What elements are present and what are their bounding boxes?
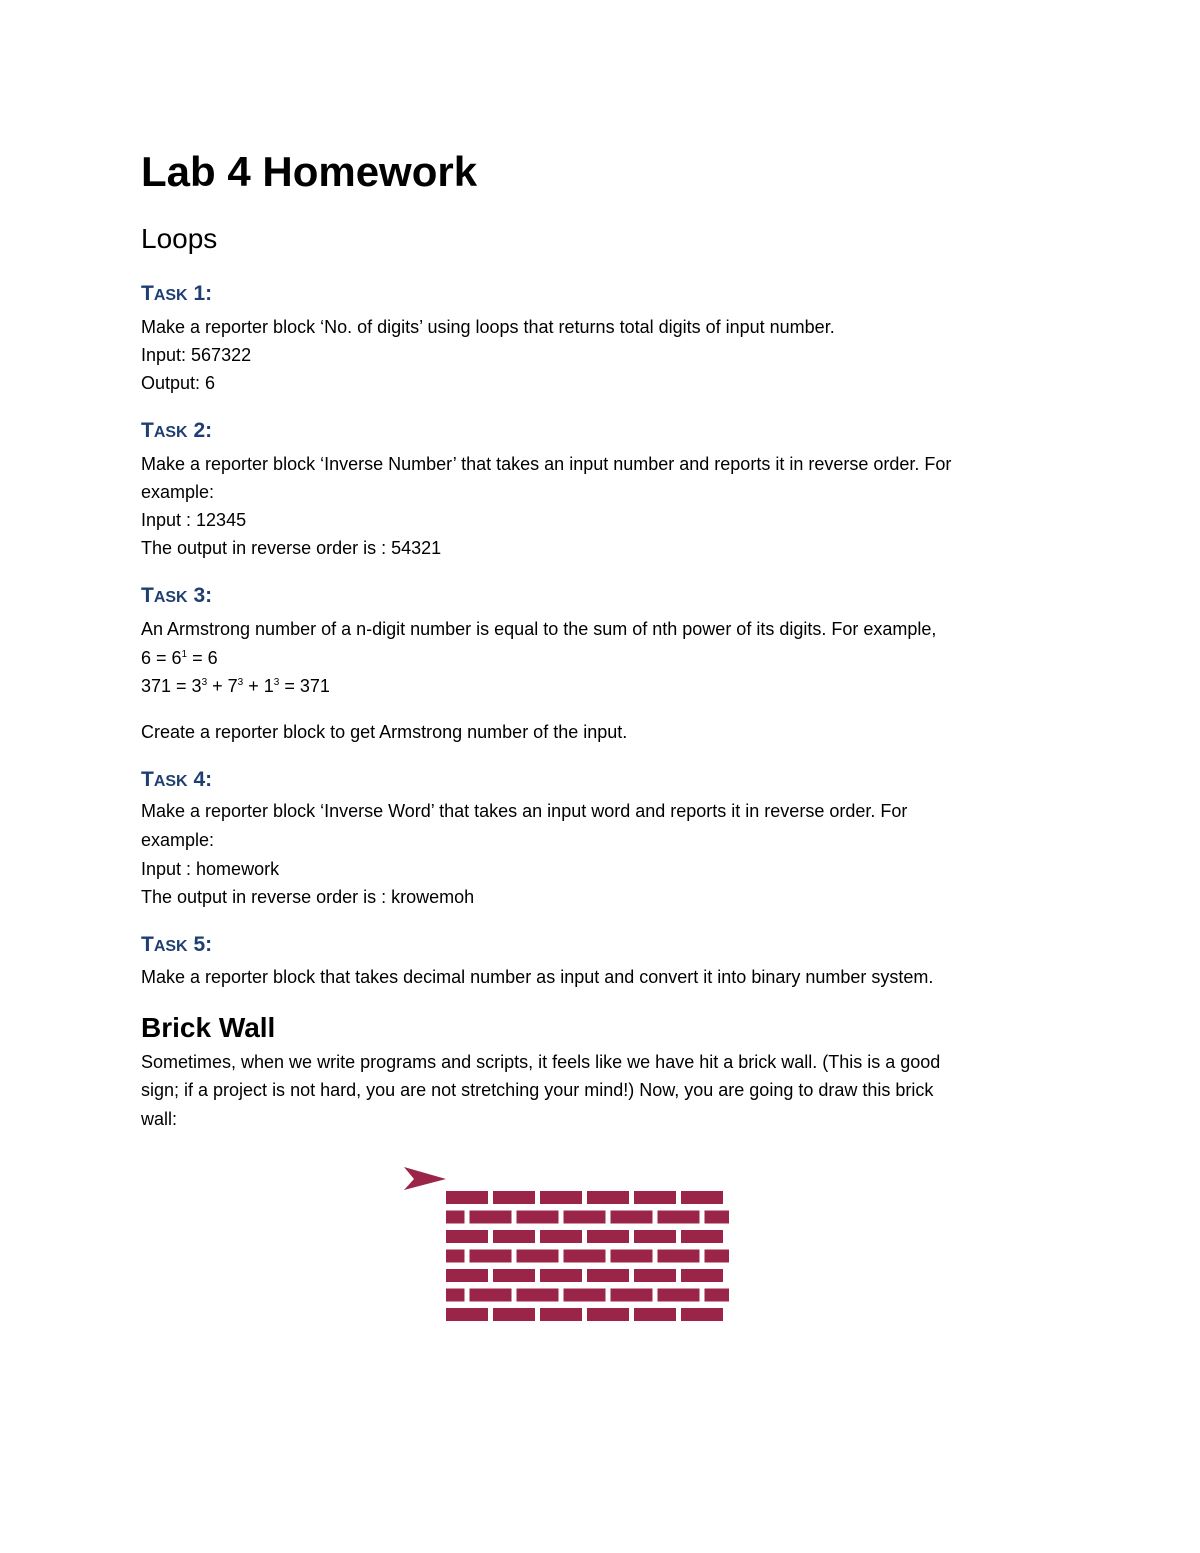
sprite-arrow-icon bbox=[404, 1167, 446, 1190]
brick bbox=[705, 1211, 730, 1224]
task-4-input: Input : homework bbox=[141, 859, 280, 879]
task-2-text-cont: example: bbox=[141, 482, 215, 502]
section-loops-heading: Loops bbox=[141, 223, 218, 254]
brick bbox=[517, 1289, 559, 1302]
section-brick-wall-heading: Brick Wall bbox=[141, 1012, 276, 1043]
brick bbox=[446, 1230, 488, 1243]
brick bbox=[446, 1211, 465, 1224]
page-title: Lab 4 Homework bbox=[141, 148, 478, 195]
task-3-closing: Create a reporter block to get Armstrong number of the input. bbox=[141, 722, 628, 742]
brick bbox=[517, 1211, 559, 1224]
task-1-text: Make a reporter block ‘No. of digits’ using loops that returns total digits of input number. bbox=[141, 317, 835, 337]
brick bbox=[470, 1289, 512, 1302]
brick bbox=[705, 1289, 730, 1302]
brick bbox=[681, 1269, 723, 1282]
brick bbox=[634, 1308, 676, 1321]
brick bbox=[540, 1191, 582, 1204]
brick bbox=[587, 1230, 629, 1243]
brick bbox=[446, 1191, 488, 1204]
brick bbox=[470, 1250, 512, 1263]
task-4-text-cont: example: bbox=[141, 830, 215, 850]
brick bbox=[634, 1269, 676, 1282]
brick bbox=[564, 1289, 606, 1302]
task-1-input: Input: 567322 bbox=[141, 345, 252, 365]
brick bbox=[634, 1191, 676, 1204]
brick bbox=[446, 1308, 488, 1321]
brick bbox=[587, 1269, 629, 1282]
brick bbox=[517, 1250, 559, 1263]
brick bbox=[611, 1211, 653, 1224]
task-4-heading: TASK 4: bbox=[141, 768, 213, 791]
brick bbox=[493, 1269, 535, 1282]
brick bbox=[658, 1211, 700, 1224]
brick bbox=[634, 1230, 676, 1243]
brick-wall-text-2: sign; if a project is not hard, you are not stretching your mind!) Now, you are going to draw this brick bbox=[141, 1080, 934, 1100]
brick bbox=[587, 1191, 629, 1204]
brick bbox=[611, 1250, 653, 1263]
brick bbox=[540, 1269, 582, 1282]
task-3-formula-1: $6 = 6^1 = 6$ bbox=[141, 648, 218, 668]
brick bbox=[681, 1230, 723, 1243]
task-2-text: Make a reporter block ‘Inverse Number’ that takes an input number and reports it in reverse order. For bbox=[141, 454, 952, 474]
task-2-output: The output in reverse order is : 54321 bbox=[141, 538, 442, 558]
brick-wall-text-3: wall: bbox=[141, 1109, 178, 1129]
brick bbox=[493, 1308, 535, 1321]
task-1-output: Output: 6 bbox=[141, 373, 216, 393]
brick bbox=[470, 1211, 512, 1224]
brick-wall-text-1: Sometimes, when we write programs and scripts, it feels like we have hit a brick wall. (This is a good bbox=[141, 1052, 941, 1072]
brick bbox=[446, 1289, 465, 1302]
task-1-heading: TASK 1: bbox=[141, 282, 213, 305]
task-2-heading: TASK 2: bbox=[141, 419, 213, 442]
brick bbox=[446, 1269, 488, 1282]
brick bbox=[587, 1308, 629, 1321]
brick bbox=[446, 1250, 465, 1263]
brick bbox=[658, 1250, 700, 1263]
brick bbox=[493, 1230, 535, 1243]
brick bbox=[540, 1230, 582, 1243]
brick bbox=[681, 1191, 723, 1204]
brick bbox=[681, 1308, 723, 1321]
brick-wall bbox=[446, 1191, 729, 1321]
task-2-input: Input : 12345 bbox=[141, 510, 247, 530]
task-3-heading: TASK 3: bbox=[141, 584, 213, 607]
brick bbox=[658, 1289, 700, 1302]
task-5-text: Make a reporter block that takes decimal number as input and convert it into binary number system. bbox=[141, 967, 934, 987]
task-3-text: An Armstrong number of a n-digit number is equal to the sum of nth power of its digits. For example, bbox=[141, 619, 937, 639]
task-4-output: The output in reverse order is : krowemoh bbox=[141, 887, 475, 907]
task-4-text: Make a reporter block ‘Inverse Word’ that takes an input word and reports it in reverse order. For bbox=[141, 801, 908, 821]
brick bbox=[540, 1308, 582, 1321]
brick bbox=[611, 1289, 653, 1302]
brick bbox=[493, 1191, 535, 1204]
task-5-heading: TASK 5: bbox=[141, 933, 213, 956]
brick bbox=[564, 1250, 606, 1263]
brick bbox=[705, 1250, 730, 1263]
brick bbox=[564, 1211, 606, 1224]
task-3-formula-2: $371 = 3^3 + 7^3 + 1^3 = 371$ bbox=[141, 676, 330, 696]
